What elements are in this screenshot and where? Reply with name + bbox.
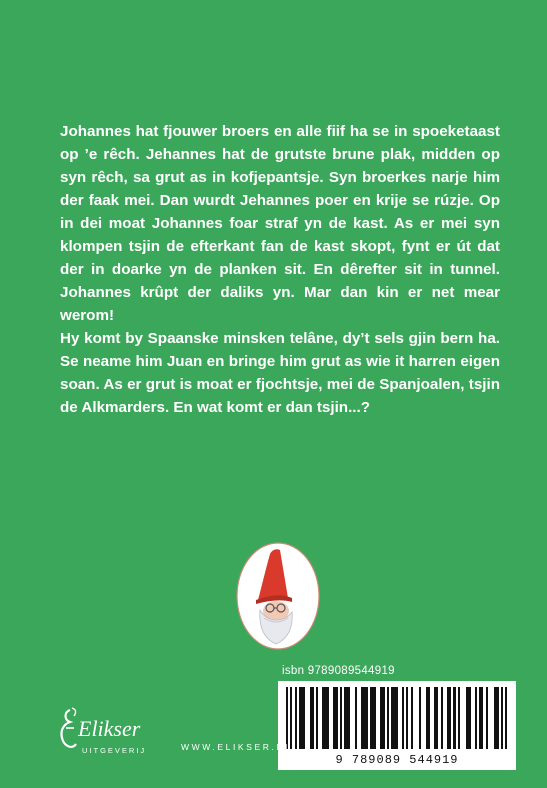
barcode-bar bbox=[505, 687, 507, 749]
back-cover-blurb bbox=[60, 120, 500, 419]
barcode bbox=[278, 681, 516, 770]
publisher-website: WWW.ELIKSER.NL bbox=[181, 742, 293, 752]
barcode-bars bbox=[286, 687, 508, 749]
blurb-paragraph-1: Johannes hat fjouwer broers en alle fiif ha se in spoeketaast op ’e rêch. Jehannes hat de grutste brune plak, midden op syn rêch, sa grut as in kofjepantsje. Syn broerkes narje him der faak mei. Dan wurdt Jehannes poer en krije se rúzje. Op in dei moat Johannes foar straf yn de kast. As er mei syn klompen tsjin de efterkant fan de kast skopt, fynt er út dat der in doarke yn de planken sit. En dêrefter sit in tunnel. Johannes krûpt der daliks yn. Mar dan kin er net mear werom! bbox=[60, 123, 500, 324]
gnome-illustration bbox=[236, 540, 320, 650]
blurb-paragraph-2: Hy komt by Spaanske minsken telâne, dy’t sels gjin bern ha. Se neame him Juan en bringe him grut as wie it harren eigen soan. As er grut is moat er fjochtsje, mei de Spanjoalen, tsjin de Alkmarders. En wat komt er dan tsjin...? bbox=[60, 330, 500, 416]
barcode-digits: 9 789089 544919 bbox=[335, 753, 459, 767]
publisher-name: Elikser bbox=[78, 716, 141, 741]
publisher-subtitle: UITGEVERIJ bbox=[82, 746, 147, 755]
isbn-label: isbn 9789089544919 bbox=[282, 665, 395, 677]
publisher-logo bbox=[52, 706, 182, 766]
